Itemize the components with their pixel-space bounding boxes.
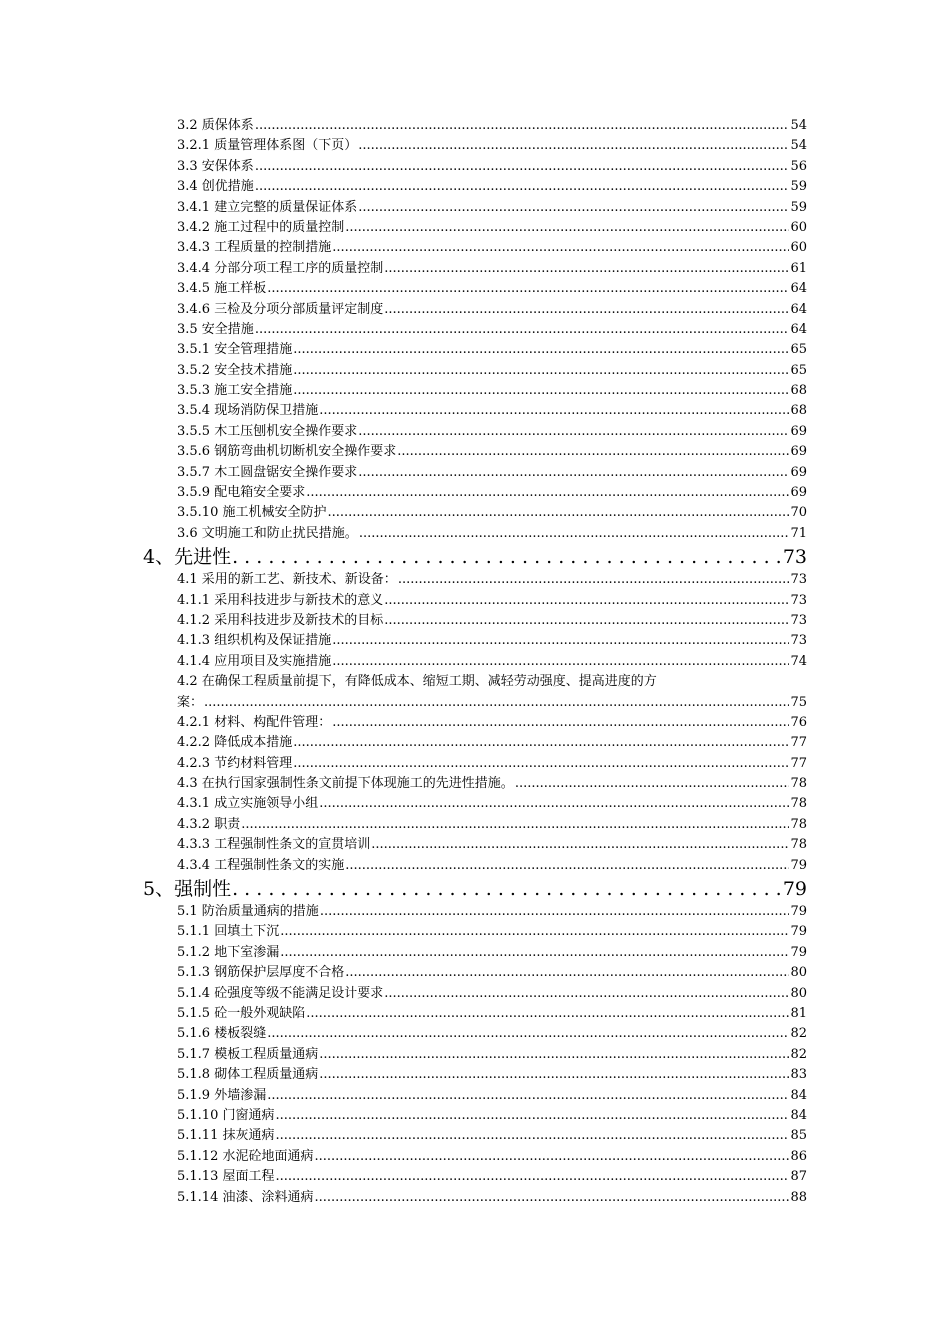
toc-entry-title: 3.4.6 三检及分项分部质量评定制度 [177,301,384,317]
toc-entry-title: 3.6 文明施工和防止扰民措施。 [177,525,358,541]
toc-entry-title: 3.4.2 施工过程中的质量控制 [177,219,345,235]
toc-entry[interactable] [143,136,807,156]
toc-page-number: 78 [790,796,807,812]
toc-entry-title: 4.3.1 成立实施领导小组 [177,796,319,812]
toc-page-number: 69 [790,464,807,480]
toc-entry[interactable] [143,381,807,401]
toc-entry[interactable] [143,652,807,672]
toc-page-number: 79 [782,878,807,901]
toc-page-number: 60 [790,219,807,235]
toc-entry-title: 3.4 创优措施 [177,179,254,195]
toc-entry-title: 4.3.2 职责 [177,816,241,832]
toc-page-number: 59 [790,199,807,215]
toc-page-number: 78 [790,776,807,792]
toc-page-number: 77 [790,735,807,751]
toc-entry[interactable] [143,922,807,942]
toc-dot-leader [275,1126,789,1146]
toc-entry[interactable] [143,1086,807,1106]
toc-dot-leader [332,238,789,258]
toc-dot-leader [280,943,789,963]
toc-page-number: 79 [790,904,807,920]
toc-entry[interactable] [143,1126,807,1146]
toc-dot-leader [345,218,789,238]
toc-entry[interactable] [143,463,807,483]
toc-dot-leader [358,136,789,156]
toc-entry[interactable] [143,198,807,218]
toc-page-number: 84 [790,1107,807,1123]
toc-dot-leader [293,754,789,774]
toc-page-number: 73 [790,592,807,608]
toc-dot-leader [358,422,789,442]
toc-page-number: 71 [790,525,807,541]
toc-entry-title: 4.3.4 工程强制性条文的实施 [177,857,345,873]
toc-page-number: 79 [790,944,807,960]
toc-entry[interactable] [143,116,807,136]
toc-page-number: 76 [790,714,807,730]
toc-entry[interactable] [143,1024,807,1044]
toc-entry[interactable] [143,1147,807,1167]
toc-page-number: 69 [790,423,807,439]
toc-entry-title: 5.1.7 模板工程质量通病 [177,1046,319,1062]
toc-dot-leader [345,856,789,876]
toc-entry-title: 3.5.4 现场消防保卫措施 [177,403,319,419]
toc-page-number: 56 [790,158,807,174]
toc-page-number: 61 [790,260,807,276]
toc-entry-title: 3.5 安全措施 [177,321,254,337]
toc-dot-leader [320,902,790,922]
toc-entry-title: 5.1.4 砼强度等级不能满足设计要求 [177,985,384,1001]
toc-dot-leader [293,340,789,360]
toc-dot-leader [293,733,789,753]
toc-entry[interactable] [143,259,807,279]
toc-dot-leader [359,524,790,544]
toc-dot-leader [384,591,789,611]
toc-entry-title: 3.4.1 建立完整的质量保证体系 [177,199,358,215]
toc-page-number: 59 [790,179,807,195]
toc-entry[interactable] [143,902,807,922]
toc-page-number: 64 [790,301,807,317]
toc-dot-leader [319,401,789,421]
toc-entry[interactable] [143,340,807,360]
toc-entry-title: 4.3.3 工程强制性条文的宣贯培训 [177,837,371,853]
toc-dot-leader [241,815,789,835]
toc-entry-title: 4.1.2 采用科技进步及新技术的目标 [177,612,384,628]
toc-dot-leader [306,1004,789,1024]
toc-entry-title: 3.5.2 安全技术措施 [177,362,293,378]
toc-page-number: 86 [790,1148,807,1164]
toc-entry-title[interactable]: 4.2 在确保工程质量前提下，有降低成本、缩短工期、减轻劳动强度、提高进度的方 [177,674,657,690]
toc-entry[interactable] [143,524,807,544]
toc-page-number: 83 [790,1067,807,1083]
toc-dot-leader [267,279,789,299]
toc-entry[interactable] [143,442,807,462]
toc-page-number: 73 [790,612,807,628]
toc-chapter-entry[interactable] [143,544,807,570]
toc-dot-leader [515,774,790,794]
toc-entry[interactable] [143,401,807,421]
toc-dot-leader [371,835,789,855]
toc-entry[interactable] [143,157,807,177]
toc-page-number: 73 [790,572,807,588]
toc-entry-title: 3.5.9 配电箱安全要求 [177,485,306,501]
toc-entry[interactable] [143,1106,807,1126]
toc-dot-leader [384,984,789,1004]
toc-entry-title: 5.1.10 门窗通病 [177,1107,275,1123]
toc-page-number: 77 [790,755,807,771]
toc-page-number: 79 [790,924,807,940]
toc-page-number: 65 [790,362,807,378]
toc-page-number: 60 [790,240,807,256]
toc-entry-title: 4、先进性 [143,546,232,569]
toc-entry[interactable] [143,631,807,651]
toc-entry[interactable] [143,1004,807,1024]
toc-page-number: 65 [790,342,807,358]
toc-page-number: 82 [790,1046,807,1062]
toc-dot-leader [267,1086,789,1106]
toc-page-number: 64 [790,281,807,297]
toc-dot-leader [332,713,789,733]
toc-entry[interactable] [143,713,807,733]
toc-entry-title: 3.5.3 施工安全措施 [177,383,293,399]
toc-entry[interactable] [143,279,807,299]
toc-dot-leader [319,1065,789,1085]
toc-page-number: 70 [790,505,807,521]
toc-entry[interactable] [143,856,807,876]
toc-page-number: 87 [790,1169,807,1185]
toc-entry-title: 5.1.12 水泥砼地面通病 [177,1148,314,1164]
toc-entry-title: 3.5.5 木工压刨机安全操作要求 [177,423,358,439]
toc-entry[interactable] [143,1065,807,1085]
toc-entry[interactable] [143,238,807,258]
toc-page-number: 82 [790,1026,807,1042]
toc-entry-title: 5.1.14 油漆、涂料通病 [177,1189,314,1205]
toc-page-number: 80 [790,985,807,1001]
toc-entry-title: 5.1 防治质量通病的措施 [177,904,319,920]
toc-entry-title: 4.1.3 组织机构及保证措施 [177,633,332,649]
toc-dot-leader [384,300,789,320]
toc-dot-leader [314,1147,789,1167]
toc-dot-leader [267,1024,789,1044]
toc-entry[interactable] [143,177,807,197]
toc-entry[interactable] [143,503,807,523]
toc-entry[interactable] [143,1188,807,1208]
toc-entry-title: 5.1.8 砌体工程质量通病 [177,1067,319,1083]
toc-entry-title: 3.4.4 分部分项工程工序的质量控制 [177,260,384,276]
toc-dot-leader [319,1045,789,1065]
toc-page-number: 81 [790,1006,807,1021]
toc-entry-title: 5、强制性 [143,878,232,901]
toc-entry[interactable] [143,1045,807,1065]
toc-entry[interactable] [143,984,807,1004]
toc-entry-title: 4.3 在执行国家强制性条文前提下体现施工的先进性措施。 [177,776,514,792]
toc-entry-title: 案： [177,694,204,710]
toc-page-number: 68 [790,383,807,399]
toc-page-number: 64 [790,321,807,337]
toc-dot-leader [384,259,789,279]
toc-dot-leader [319,794,789,814]
toc-dot-leader [232,544,782,570]
toc-entry-title: 4.2.2 降低成本措施 [177,735,293,751]
toc-dot-leader [255,116,790,136]
toc-page-number: 80 [790,965,807,981]
toc-dot-leader [332,631,789,651]
table-of-contents [143,116,807,1208]
toc-entry-title: 4.1.1 采用科技进步与新技术的意义 [177,592,384,608]
toc-entry[interactable] [143,611,807,631]
toc-page-number: 68 [790,403,807,419]
toc-dot-leader [255,157,790,177]
toc-entry[interactable] [143,320,807,340]
toc-dot-leader [384,611,789,631]
toc-entry-title: 5.1.6 楼板裂缝 [177,1026,267,1042]
toc-entry[interactable] [143,693,807,713]
toc-entry-title: 3.5.10 施工机械安全防护 [177,505,327,521]
toc-dot-leader [397,442,789,462]
toc-entry[interactable] [143,1167,807,1187]
toc-entry[interactable] [143,835,807,855]
toc-entry[interactable] [143,361,807,381]
toc-page-number: 75 [790,694,807,710]
toc-entry-title: 3.3 安保体系 [177,158,254,174]
toc-page-number: 79 [790,857,807,873]
toc-entry[interactable] [143,570,807,590]
toc-dot-leader [255,177,790,197]
toc-entry-title: 5.1.2 地下室渗漏 [177,944,280,960]
toc-page-number: 69 [790,485,807,501]
toc-entry[interactable] [143,300,807,320]
toc-entry-title: 3.5.7 木工圆盘锯安全操作要求 [177,464,358,480]
toc-dot-leader [358,198,789,218]
toc-dot-leader [358,463,789,483]
toc-dot-leader [275,1167,789,1187]
toc-page-number: 54 [790,117,807,133]
toc-entry[interactable] [143,422,807,442]
toc-entry[interactable] [143,943,807,963]
toc-page-number: 78 [790,837,807,853]
toc-entry-title: 3.5.6 钢筋弯曲机切断机安全操作要求 [177,444,397,460]
toc-page-number: 84 [790,1087,807,1103]
toc-entry-title: 5.1.11 抹灰通病 [177,1128,275,1144]
toc-entry-title: 3.4.5 施工样板 [177,281,267,297]
toc-entry-title: 4.2.3 节约材料管理 [177,755,293,771]
toc-entry-title: 5.1.1 回填土下沉 [177,924,280,940]
toc-entry-title: 3.5.1 安全管理措施 [177,342,293,358]
toc-entry[interactable] [143,218,807,238]
toc-entry-title: 5.1.3 钢筋保护层厚度不合格 [177,965,345,981]
toc-entry[interactable] [143,815,807,835]
toc-dot-leader [293,381,789,401]
toc-entry-title: 4.1 采用的新工艺、新技术、新设备： [177,572,397,588]
toc-entry-title: 3.2 质保体系 [177,117,254,133]
toc-dot-leader [275,1106,789,1126]
toc-page-number: 54 [790,138,807,154]
toc-dot-leader [293,361,789,381]
toc-entry-title: 5.1.5 砼一般外观缺陷 [177,1006,306,1021]
toc-entry[interactable] [143,795,807,815]
toc-entry[interactable] [143,754,807,774]
toc-dot-leader [345,963,789,983]
toc-dot-leader [314,1188,789,1208]
toc-entry-title: 3.4.3 工程质量的控制措施 [177,240,332,256]
toc-dot-leader [255,320,790,340]
toc-page-number: 74 [790,653,807,669]
toc-entry-title: 4.1.4 应用项目及实施措施 [177,653,332,669]
toc-entry[interactable] [143,733,807,753]
toc-chapter-entry[interactable] [143,876,807,902]
toc-dot-leader [232,876,782,902]
toc-page-number: 73 [782,546,807,569]
toc-entry[interactable] [143,963,807,983]
toc-entry-title: 5.1.13 屋面工程 [177,1169,275,1185]
toc-dot-leader [398,570,790,590]
toc-dot-leader [306,483,789,503]
toc-page-number: 78 [790,816,807,832]
toc-dot-leader [204,693,789,713]
toc-dot-leader [332,652,789,672]
toc-entry-title: 4.2.1 材料、构配件管理： [177,714,332,730]
toc-entry-title: 5.1.9 外墙渗漏 [177,1087,267,1103]
toc-page-number: 69 [790,444,807,460]
toc-page-number: 73 [790,633,807,649]
toc-entry[interactable] [143,774,807,794]
toc-entry[interactable] [143,591,807,611]
toc-entry-title: 3.2.1 质量管理体系图（下页） [177,138,358,154]
toc-entry[interactable] [143,483,807,503]
toc-page-number: 88 [790,1189,807,1205]
toc-dot-leader [280,922,789,942]
toc-dot-leader [327,503,789,523]
toc-page-number: 85 [790,1128,807,1144]
